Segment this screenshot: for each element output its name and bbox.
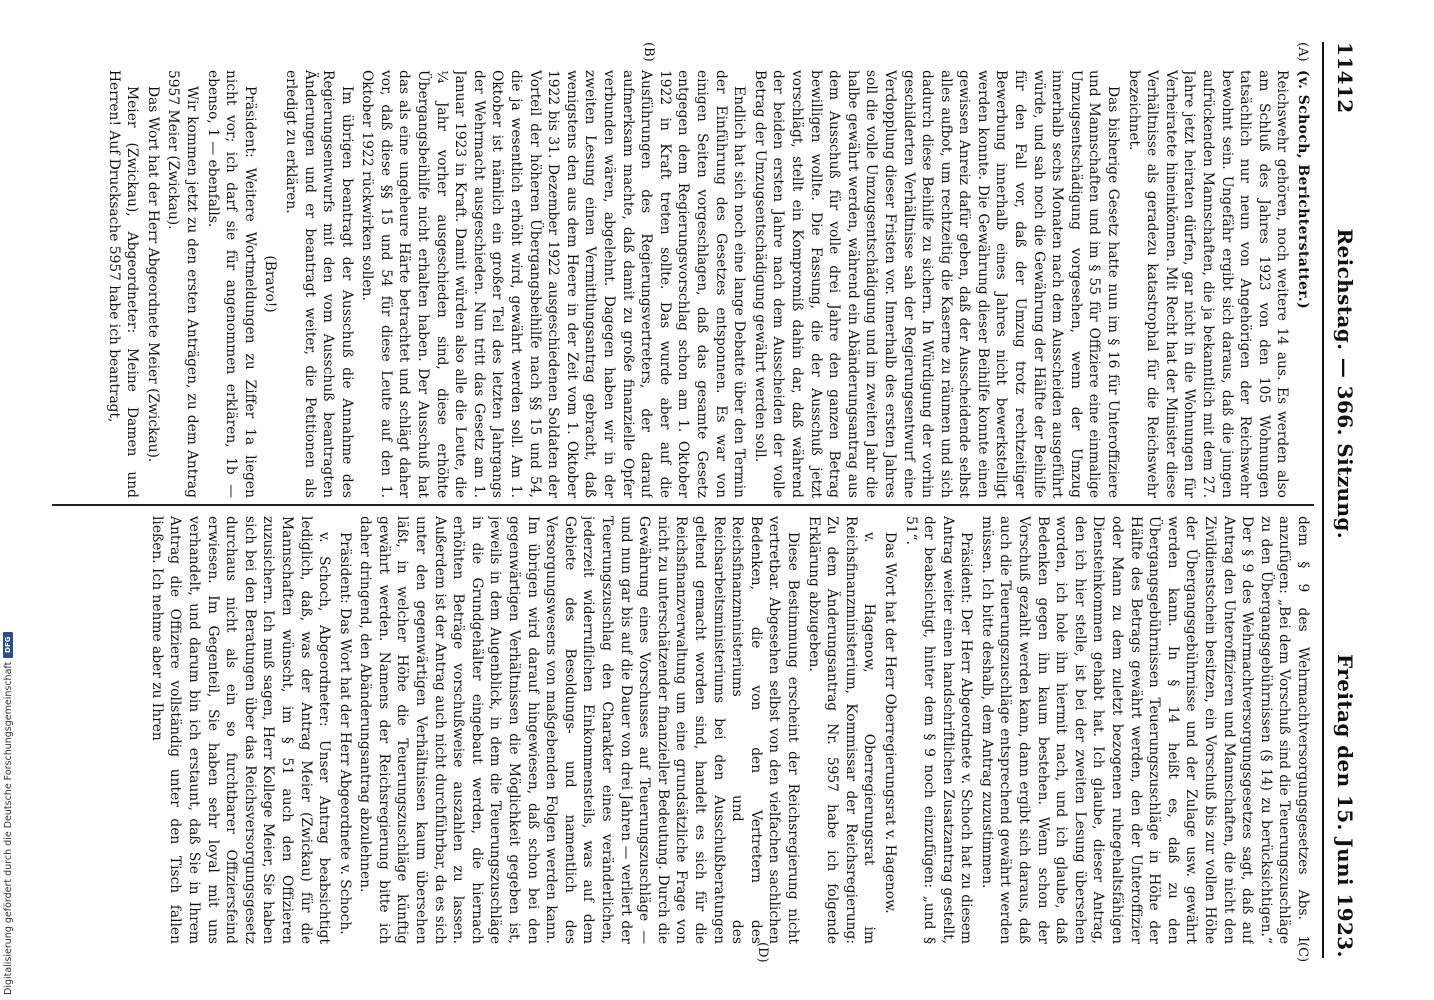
margin-mark-a: (A)	[1295, 42, 1310, 62]
column-divider	[52, 504, 1314, 506]
paragraph: Diese Bestimmung erscheint der Reichsregierung nicht vertretbar. Abgesehen selbst von den vielfachen sachlichen Bedenken, die von den Vertretern des Reichsfinanzministeriums und des Reichsarbeitsministeriums bei den Ausschußberatungen geltend gemacht worden sind, handelt es sich für die Reichsfinanzverwaltung um eine grundsätzliche Frage von nicht zu unterschätzender finanzieller Bedeutung. Durch die Gewährung eines Vorschusses auf Teuerungszuschläge — und nun gar bis auf die Dauer von drei Jahren — verliert der Teuerungszuschlag den Charakter eines veränderlichen, jederzeit widerruflichen Einkommensteils, was auf dem Gebiete des Besoldungs- und namentlich des Versorgungswesens von maßgebenden Folgen werden kann. Im übrigen wird darauf hingewiesen, daß schon bei den gegenwärtigen Verhältnissen die Möglichkeit gegeben ist, jeweils in dem Augenblick, in dem die Teuerungszuschläge in die Grundgehälter eingebaut werden, die hiernach erhöhten Beträge vorschußweise auszahlen zu lassen. Außerdem ist der Antrag auch nicht durchführbar, da es sich unter den gegenwärtigen Verhältnissen kaum übersehen läßt, in welcher Höhe die Teuerungszuschläge künftig gewährt werden. Namens der Reichsregierung bitte ich daher dringend, den Abänderungsantrag abzulehnen.	[357, 516, 801, 944]
document-page	[22, 30, 1372, 970]
margin-mark-d: (D)	[755, 942, 770, 963]
paragraph: Wir kommen jetzt zu den ersten Anträgen, zu dem Antrag 5957 Meier (Zwickau).	[165, 70, 200, 498]
paragraph: Präsident: Weitere Wortmeldungen zu Ziffer 1a liegen nicht vor; ich darf sie für angenommen erklären, 1b — ebenso, 1 — ebenfalls.	[204, 70, 258, 498]
paragraph: Präsident: Das Wort hat der Herr Abgeordnete v. Schoch.	[336, 532, 353, 935]
right-column	[52, 516, 1312, 944]
digitization-credit	[1, 575, 15, 995]
interjection: (Bravo!)	[262, 255, 279, 313]
speaker-note: (v. Schoch, Berichterstatter.)	[1295, 70, 1311, 310]
paragraph: Präsident: Der Herr Abgeordnete v. Schoch hat zu diesem Antrag weiter einen handschriftlichen Zusatzantrag gestellt, der beabsichtigt, hinter dem § 9 noch einzufügen: „und § 51“.	[902, 516, 975, 944]
paragraph: Das Wort hat der Herr Oberregierungsrat v. Hagenow.	[881, 532, 898, 914]
paragraph: Das bisherige Gesetz hatte nun im § 16 für Unteroffiziere und Mannschaften und im § 55 für Offiziere eine einmalige Umzugsentschädigung vorgesehen, wenn der Umzug innerhalb sechs Monaten nach dem Ausscheiden ausgeführt würde, und sah noch die Gewährung der Hälfte der Beihilfe für den Fall vor, daß der Umzug trotz rechtzeitiger Bewerbung innerhalb eines Jahres nicht bewerkstelligt werden konnte. Die Gewährung dieser Beihilfe konnte einen gewissen Anreiz dafür geben, daß der Ausscheidende selbst alles aufbot, um rechtzeitig die Kaserne zu räumen und sich dadurch diese Beihilfe zu sichern. In Würdigung der vorhin geschilderten Verhältnisse sah der Regierungsentwurf eine Verdopplung dieser Fristen vor. Innerhalb des ersten Jahres soll die volle Umzugsentschädigung und im zweiten Jahr die halbe gewährt werden, während ein Abänderungsantrag aus dem Ausschuß für volle drei Jahre den ganzen Betrag bewilligen wollte. Die Fassung, die der Ausschuß jetzt vorschlägt, stellt ein Kompromiß dahin dar, daß während der beiden ersten Jahre nach dem Ausscheiden der volle Betrag der Umzugsentschädigung gewährt werden soll.	[751, 70, 1122, 498]
paragraph: v. Schoch, Abgeordneter: Unser Antrag beabsichtigt lediglich, daß, was der Antrag Meier (Zwickau) für die Mannschaften wünscht, im § 51 auch den Offizieren zuzusichern. Ich muß sagen, Herr Kollege Meier, Sie haben sich bei den Beratungen über das Reichsversorgungsgesetz durchaus nicht als ein so furchtbarer Offiziersfeind erwiesen. Im Gegenteil, Sie haben sehr loyal mit uns verhandelt, und darum bin ich erstaunt, daß Sie in Ihrem Antrag die Offiziere vollständig unter den Tisch fallen ließen. Ich nehme aber zu Ihren	[148, 516, 333, 944]
margin-mark-c: (C)	[1295, 942, 1310, 963]
dfg-logo-icon: DFG	[3, 632, 13, 658]
paragraph: Reichswehr gehören, noch weitere 14 aus. Es werden also am Schluß des Jahres 1923 von den 105 Wohnungen tatsächlich nur neun von Angehörigen der Reichswehr bewohnt sein. Ungefähr ergibt sich daraus, daß die jungen aufrückenden Mannschaften, die ja bekanntlich mit dem 27. Jahre jetzt heiraten dürfen, gar nicht in die Wohnungen für Verheiratete hineinkönnen. Mit Recht hat der Minister diese Verhältnisse als geradezu katastrophal für die Reichswehr bezeichnet.	[1125, 70, 1291, 498]
page-date: Freitag den 15. Juni 1923.	[1333, 654, 1357, 958]
paragraph: dem § 9 des Wehrmachtversorgungsgesetzes Abs. 1 anzufügen: „Bei dem Vorschuß sind die Teuerungszuschläge zu den Übergangsgebührnissen (§ 14) zu berücksichtigen.“ Der § 9 des Wehrmachtversorgungsgesetzes sagt, daß auf Antrag den Unteroffizieren und Mannschaften, die nicht den Zivildienstschein besitzen, ein Vorschuß bis zur vollen Höhe der Übergangsgebührnisse und der Zulage usw. gewährt werden kann. In § 14 heißt es, daß zu den Übergangsgebührnissen Teuerungszuschläge in Höhe der Hälfte des Betrags gewährt werden, den der Unteroffizier oder Mann zu dem zuletzt bezogenen ruhegehaltsfähigen Diensteinkommen gehabt hat. Ich glaube, dieser Antrag, den ich hier stelle, ist bei der zweiten Lesung übersehen worden, ich hole ihn hiermit nach, und ich glaube, daß Bedenken gegen ihn kaum bestehen. Wenn schon der Vorschuß gezahlt werden kann, dann ergibt sich daraus, daß auch die Teuerungszuschläge entsprechend gewährt werden müssen. Ich bitte deshalb, dem Antrag zuzustimmen.	[978, 516, 1311, 944]
page-header	[1328, 42, 1362, 958]
margin-mark-b: (B)	[641, 42, 656, 62]
left-column	[52, 70, 1312, 498]
page-title: Reichstag. — 366. Sitzung.	[1333, 228, 1357, 540]
paragraph: Im übrigen beantragt der Ausschuß die Annahme des Regierungsentwurfs mit den vom Ausschuß beantragten Änderungen und er beantragt weiter, die Petitionen als erledigt zu erklären.	[282, 70, 355, 498]
paragraph: Endlich hat sich noch eine lange Debatte über den Termin der Einführung des Gesetzes entsponnen. Es war von einigen Seiten vorgeschlagen, daß das gesamte Gesetz entgegen dem Regierungsvorschlag schon am 1. Oktober 1922 in Kraft treten sollte. Das wurde aber auf die Ausführungen des Regierungsvertreters, der darauf aufmerksam machte, daß damit zu große finanzielle Opfer verbunden wären, abgelehnt. Dagegen haben wir in der zweiten Lesung einen Vermittlungsantrag gebracht, daß wenigstens den aus dem Heere in der Zeit vom 1. Oktober 1922 bis 31. Dezember 1922 ausgeschiedenen Soldaten der Vorteil der höheren Übergangsbeihilfe nach §§ 15 und 54, die ja wesentlich erhöht wird, gewährt werden soll. Am 1. Oktober ist nämlich ein großer Teil des letzten Jahrgangs der Wehrmacht ausgeschieden. Nun tritt das Gesetz am 1. Januar 1923 in Kraft. Damit würden also alle die Leute, die ¼ Jahr vorher ausgeschieden sind, diese erhöhte Übergangsbeihilfe nicht erhalten haben. Der Ausschuß hat das als eine ungeheure Härte betrachtet und schlägt daher vor, daß diese §§ 15 und 54 für diese Leute auf den 1. Oktober 1922 rückwirken sollen.	[359, 70, 748, 498]
page-number: 11412	[1333, 42, 1357, 114]
paragraph: Meier (Zwickau), Abgeordneter: Meine Damen und Herren! Auf Drucksache 5957 habe ich beantragt,	[105, 70, 141, 498]
paragraph: Das Wort hat der Herr Abgeordnete Meier (Zwickau).	[144, 86, 161, 463]
paragraph: v. Hagenow, Oberregierungsrat im Reichsfinanzministerium, Kommissar der Reichsregierung: Zu dem Änderungsantrag Nr. 5957 habe ich folgende Erklärung abzugeben.	[805, 516, 878, 944]
credit-text: Digitalisierung gefördert durch die Deutsche Forschungsgemeinschaft	[2, 661, 14, 995]
header-rule	[1322, 42, 1324, 958]
